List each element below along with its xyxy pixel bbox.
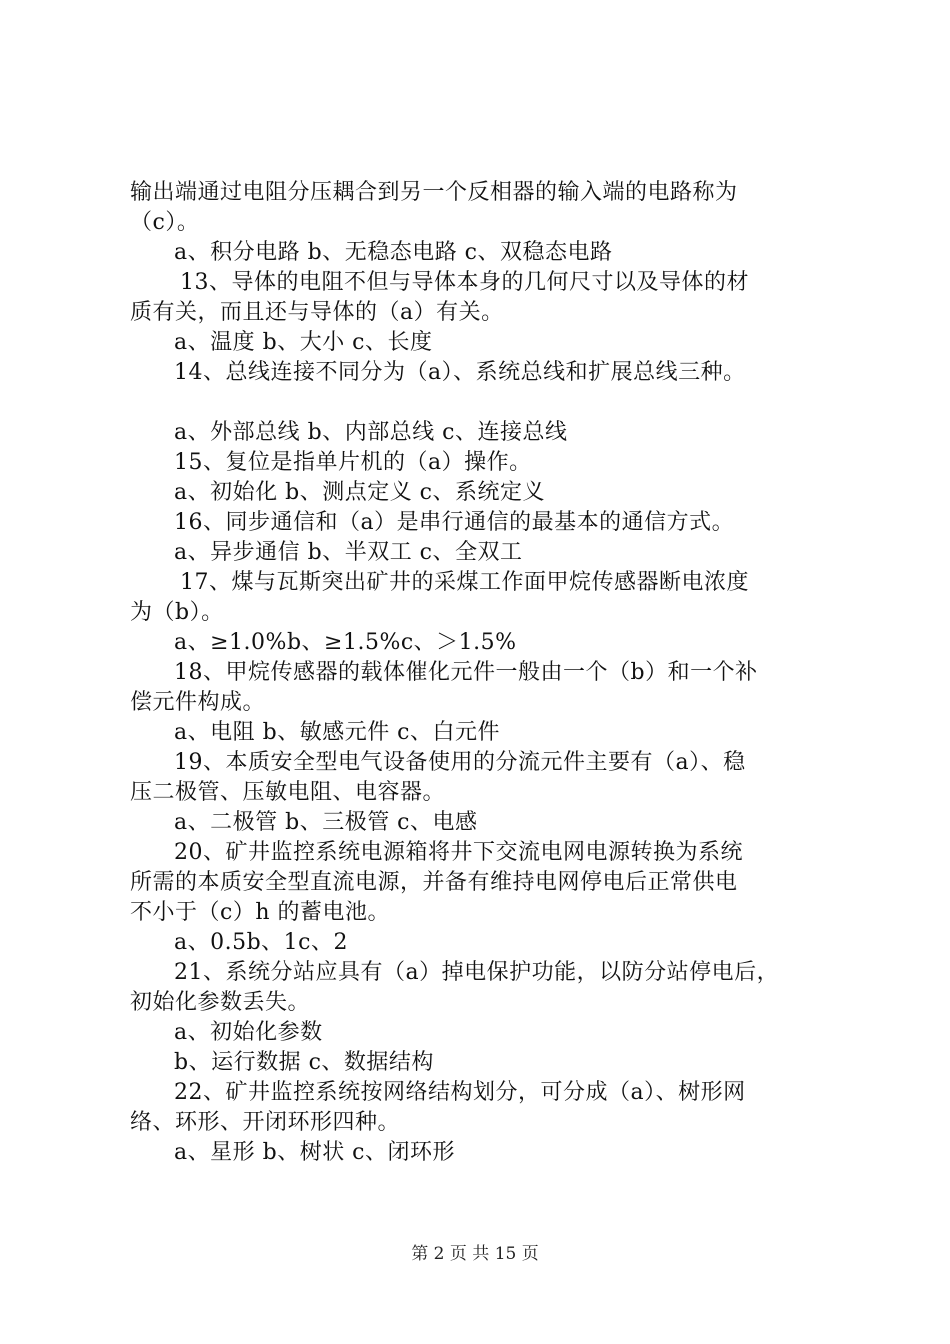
question-21: 21、系统分站应具有（a）掉电保护功能，以防分站停电后， [174, 960, 780, 985]
answer-options: a、0.5b、1c、2 [174, 930, 349, 955]
question-19: 19、本质安全型电气设备使用的分流元件主要有（a）、稳 [174, 750, 746, 775]
text-line: 输出端通过电阻分压耦合到另一个反相器的输入端的电路称为 [130, 180, 738, 205]
text-line: 偿元件构成。 [130, 690, 266, 715]
question-text [130, 178, 835, 1168]
text-line: 压二极管、压敏电阻、电容器。 [130, 780, 446, 805]
answer-options: a、初始化参数 [174, 1020, 323, 1045]
question-13: 13、导体的电阻不但与导体本身的几何尺寸以及导体的材 [180, 270, 749, 295]
question-16: 16、同步通信和（a）是串行通信的最基本的通信方式。 [174, 510, 735, 535]
question-17: 17、煤与瓦斯突出矿井的采煤工作面甲烷传感器断电浓度 [180, 570, 749, 595]
answer-options: a、异步通信 b、半双工 c、全双工 [174, 540, 523, 565]
question-18: 18、甲烷传感器的载体催化元件一般由一个（b）和一个补 [174, 660, 758, 685]
question-15: 15、复位是指单片机的（a）操作。 [174, 450, 532, 475]
text-line: 不小于（c）h 的蓄电池。 [130, 900, 390, 925]
text-line: 所需的本质安全型直流电源，并备有维持电网停电后正常供电 [130, 870, 738, 895]
answer-options: a、电阻 b、敏感元件 c、白元件 [174, 720, 501, 745]
answer-options: a、≥1.0%b、≥1.5%c、＞1.5% [174, 630, 517, 655]
question-22: 22、矿井监控系统按网络结构划分，可分成（a）、树形网 [174, 1080, 746, 1105]
question-14: 14、总线连接不同分为（a）、系统总线和扩展总线三种。 [174, 360, 746, 385]
answer-options: a、外部总线 b、内部总线 c、连接总线 [174, 420, 568, 445]
text-line: 络、环形、开闭环形四种。 [130, 1110, 401, 1135]
blank-line [130, 388, 835, 418]
answer-options: a、星形 b、树状 c、闭环形 [174, 1140, 456, 1165]
answer-options: a、初始化 b、测点定义 c、系统定义 [174, 480, 546, 505]
page-number: 第 2 页 共 15 页 [411, 1244, 539, 1264]
answer-options: a、二极管 b、三极管 c、电感 [174, 810, 478, 835]
answer-options: b、运行数据 c、数据结构 [174, 1050, 434, 1075]
question-20: 20、矿井监控系统电源箱将井下交流电网电源转换为系统 [174, 840, 743, 865]
text-line: 为（b）。 [130, 600, 224, 625]
text-line: 初始化参数丢失。 [130, 990, 311, 1015]
answer-options: a、温度 b、大小 c、长度 [174, 330, 433, 355]
text-line: （c）。 [130, 210, 200, 235]
answer-options: a、积分电路 b、无稳态电路 c、双稳态电路 [174, 240, 613, 265]
text-line: 质有关，而且还与导体的（a）有关。 [130, 300, 504, 325]
